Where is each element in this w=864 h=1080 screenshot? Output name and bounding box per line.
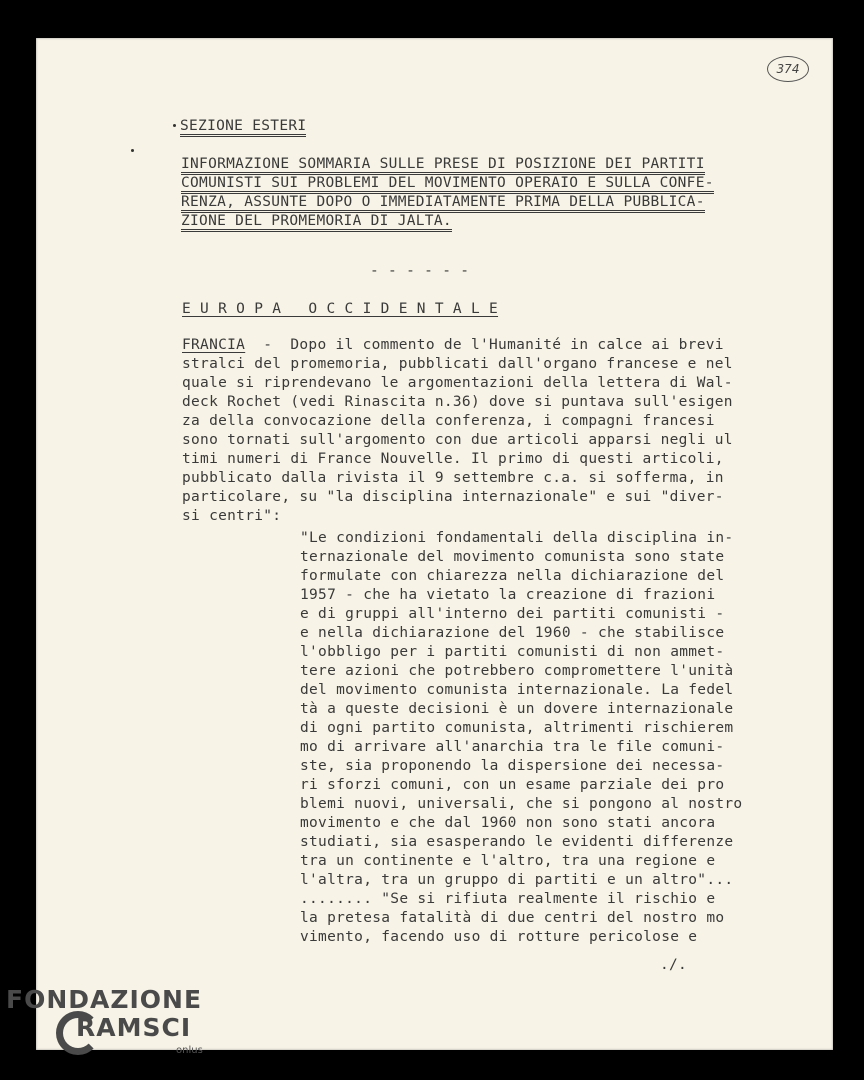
quote-line: movimento e che dal 1960 non sono stati ancora <box>300 815 716 831</box>
quote-line: formulate con chiarezza nella dichiarazione del <box>300 568 725 584</box>
separator: - - - - - - <box>370 263 470 279</box>
title-line: INFORMAZIONE SOMMARIA SULLE PRESE DI POSIZIONE DEI PARTITI <box>181 155 705 174</box>
paragraph-line: pubblicato dalla rivista il 9 settembre c.a. si sofferma, in <box>182 470 724 486</box>
quote-line: ........ "Se si rifiuta realmente il rischio e <box>300 891 716 907</box>
paragraph-line: za della convocazione della conferenza, i compagni francesi <box>182 413 715 429</box>
quote-line: l'altra, tra un gruppo di partiti e un altro"... <box>300 872 734 888</box>
continuation-mark: ./. <box>660 957 688 973</box>
quote-line: 1957 - che ha vietato la creazione di frazioni <box>300 587 716 603</box>
paragraph-line: particolare, su "la disciplina internazionale" e sui "diver- <box>182 489 724 505</box>
watermark-logo <box>6 985 226 1065</box>
quote-line: e nella dichiarazione del 1960 - che stabilisce <box>300 625 725 641</box>
ink-mark <box>131 149 134 152</box>
quote-line: blemi nuovi, universali, che si pongono al nostro <box>300 796 743 812</box>
quote-line: tra un continente e l'altro, tra una regione e <box>300 853 716 869</box>
quote-line: e di gruppi all'interno dei partiti comunisti - <box>300 606 725 622</box>
paragraph-line: timi numeri di France Nouvelle. Il primo di questi articoli, <box>182 451 724 467</box>
paragraph-line: sono tornati sull'argomento con due articoli apparsi negli ul <box>182 432 733 448</box>
quote-line: studiati, sia esasperando le evidenti differenze <box>300 834 734 850</box>
ink-mark <box>173 124 176 127</box>
title-line: RENZA, ASSUNTE DOPO O IMMEDIATAMENTE PRIMA DELLA PUBBLICA- <box>181 193 705 212</box>
paragraph-line: quale si riprendevano le argomentazioni della lettera di Wal- <box>182 375 733 391</box>
region-heading: E U R O P A O C C I D E N T A L E <box>182 301 499 317</box>
paragraph-line: stralci del promemoria, pubblicati dall'organo francese e nel <box>182 356 733 372</box>
section-heading: SEZIONE ESTERI <box>180 117 306 136</box>
quote-line: vimento, facendo uso di rotture pericolose e <box>300 929 698 945</box>
quote-line: la pretesa fatalità di due centri del nostro mo <box>300 910 725 926</box>
quote-line: del movimento comunista internazionale. La fedel <box>300 682 734 698</box>
quote-line: mo di arrivare all'anarchia tra le file comuni- <box>300 739 725 755</box>
watermark-line1: FONDAZIONE <box>6 985 203 1014</box>
watermark-line3: onlus <box>176 1045 203 1056</box>
quote-line: ste, sia proponendo la dispersione dei necessa- <box>300 758 725 774</box>
quote-line: di ogni partito comunista, altrimenti rischierem <box>300 720 734 736</box>
paragraph-line: si centri": <box>182 508 282 524</box>
quote-line: "Le condizioni fondamentali della disciplina in- <box>300 530 734 546</box>
country-label: FRANCIA <box>182 337 246 353</box>
quote-line: tà a queste decisioni è un dovere internazionale <box>300 701 734 717</box>
paragraph-line: deck Rochet (vedi Rinascita n.36) dove si puntava sull'esigen <box>182 394 733 410</box>
page-number-stamp: 374 <box>767 56 809 82</box>
quote-line: tere azioni che potrebbero compromettere l'unità <box>300 663 734 679</box>
quote-line: ternazionale del movimento comunista sono state <box>300 549 725 565</box>
title-line: COMUNISTI SUI PROBLEMI DEL MOVIMENTO OPERAIO E SULLA CONFE- <box>181 174 714 193</box>
quote-line: ri sforzi comuni, con un esame parziale dei pro <box>300 777 725 793</box>
quote-line: l'obbligo per i partiti comunisti di non ammet- <box>300 644 725 660</box>
title-line: ZIONE DEL PROMEMORIA DI JALTA. <box>181 212 452 231</box>
watermark-line2: RAMSCI <box>76 1013 192 1042</box>
paragraph-first-line: FRANCIA - Dopo il commento de l'Humanité in calce ai brevi <box>182 337 724 353</box>
